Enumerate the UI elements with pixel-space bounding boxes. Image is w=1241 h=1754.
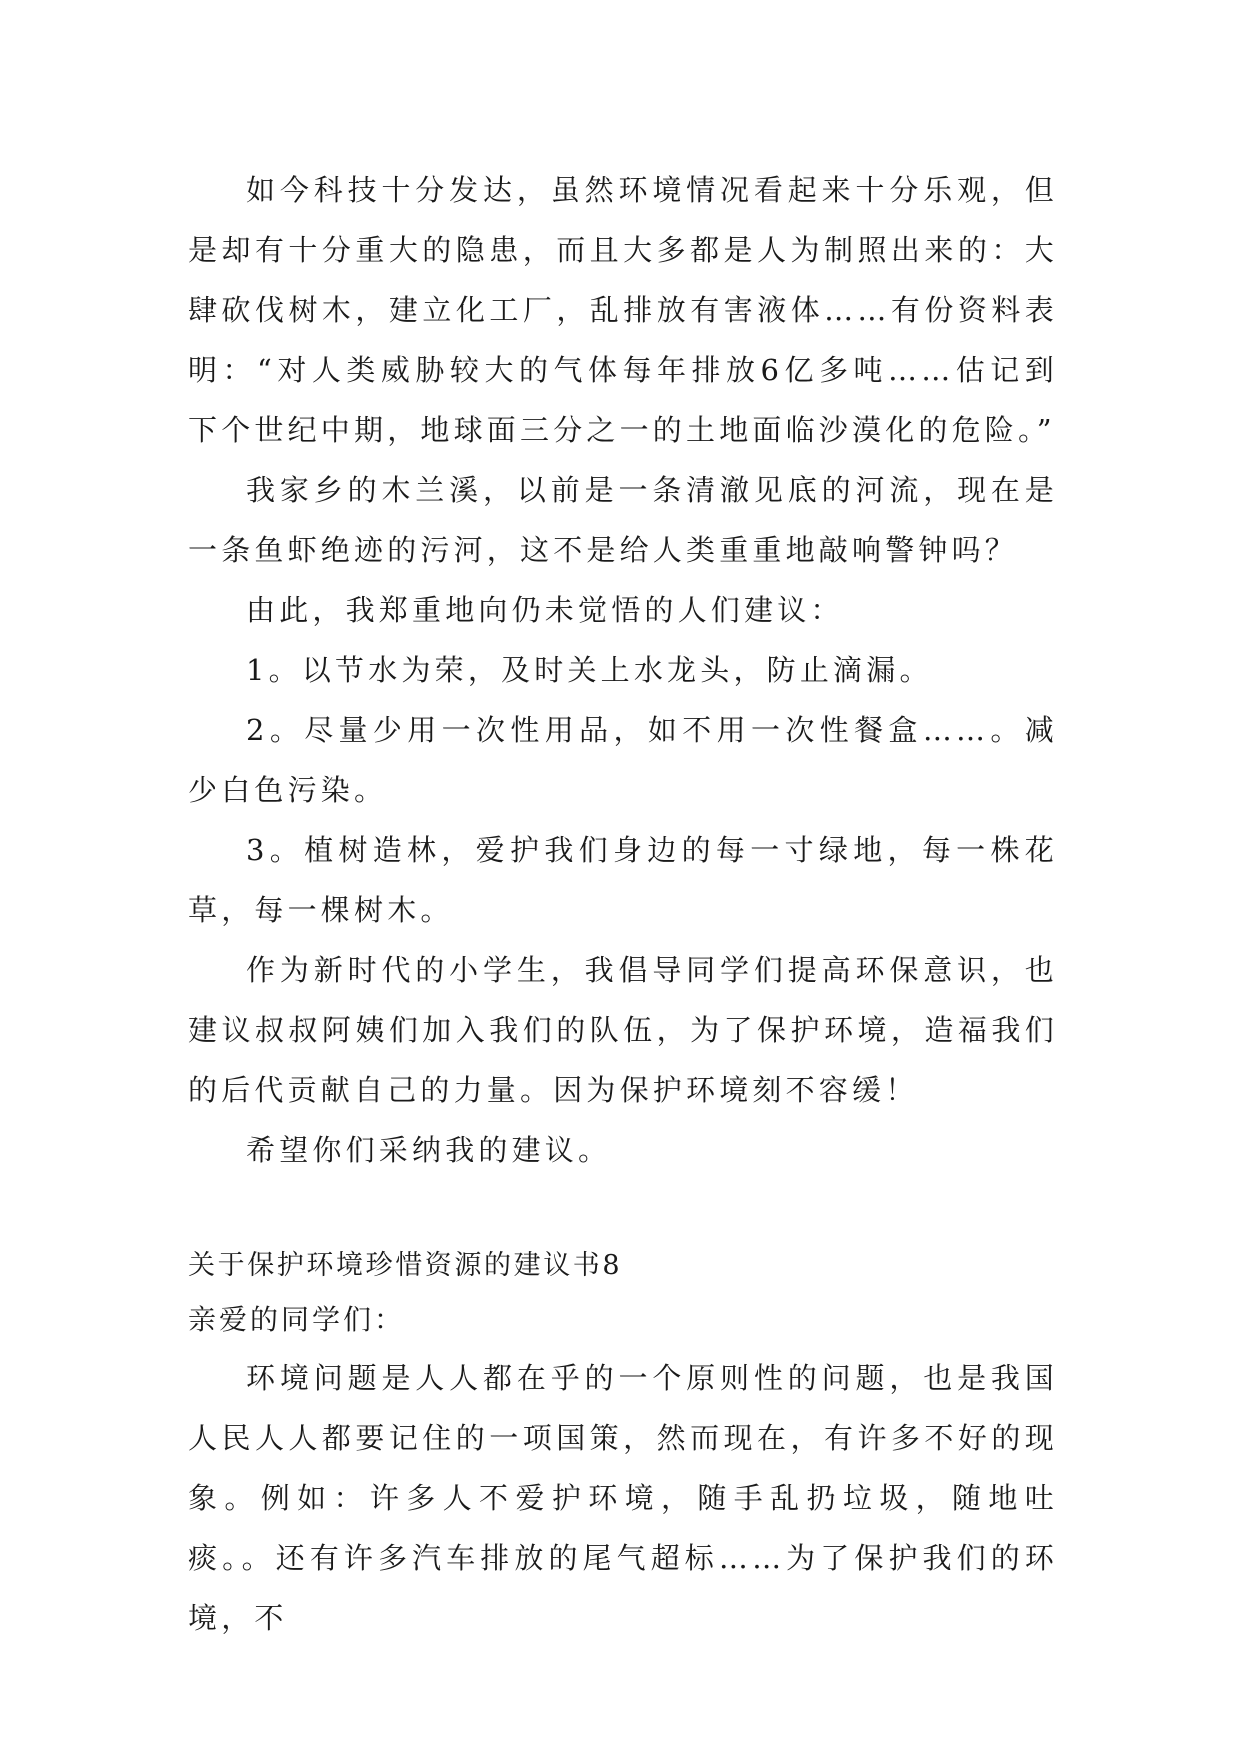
- document-body: [188, 160, 1058, 1648]
- paragraph-suggestion-intro: 由此，我郑重地向仍未觉悟的人们建议：: [246, 593, 844, 627]
- paragraph-mulan-river: 我家乡的木兰溪，以前是一条清澈见底的河流，现在是一条鱼虾绝迹的污河，这不是给人类重重地敲响警钟吗？: [188, 473, 1058, 567]
- section-title: 关于保护环境珍惜资源的建议书8: [188, 1250, 623, 1281]
- paragraph-suggestion-2: 2。尽量少用一次性用品，如不用一次性餐盒……。减少白色污染。: [188, 713, 1058, 807]
- paragraph-call-to-action: 作为新时代的小学生，我倡导同学们提高环保意识，也建议叔叔阿姨们加入我们的队伍，为了保护环境，造福我们的后代贡献自己的力量。因为保护环境刻不容缓！: [188, 953, 1058, 1107]
- section-spacer: [188, 1180, 1058, 1240]
- salutation: 亲爱的同学们：: [188, 1303, 406, 1336]
- paragraph-environment-problem: 环境问题是人人都在乎的一个原则性的问题，也是我国人民人人都要记住的一项国策，然而现在，有许多不好的现象。例如：许多人不爱护环境，随手乱扔垃圾，随地吐痰。。还有许多汽车排放的尾气超标……为了保护我们的环境，不: [188, 1361, 1058, 1635]
- paragraph-environment-hazards: 如今科技十分发达，虽然环境情况看起来十分乐观，但是却有十分重大的隐患，而且大多都是人为制照出来的：大肆砍伐树木，建立化工厂，乱排放有害液体……有份资料表明：“对人类威胁较大的气体每年排放6亿多吨……估记到下个世纪中期，地球面三分之一的土地面临沙漠化的危险。”: [188, 173, 1058, 447]
- paragraph-suggestion-1: 1。以节水为荣，及时关上水龙头，防止滴漏。: [246, 653, 933, 687]
- paragraph-closing: 希望你们采纳我的建议。: [246, 1133, 612, 1167]
- paragraph-suggestion-3: 3。植树造林，爱护我们身边的每一寸绿地，每一株花草，每一棵树木。: [188, 833, 1058, 927]
